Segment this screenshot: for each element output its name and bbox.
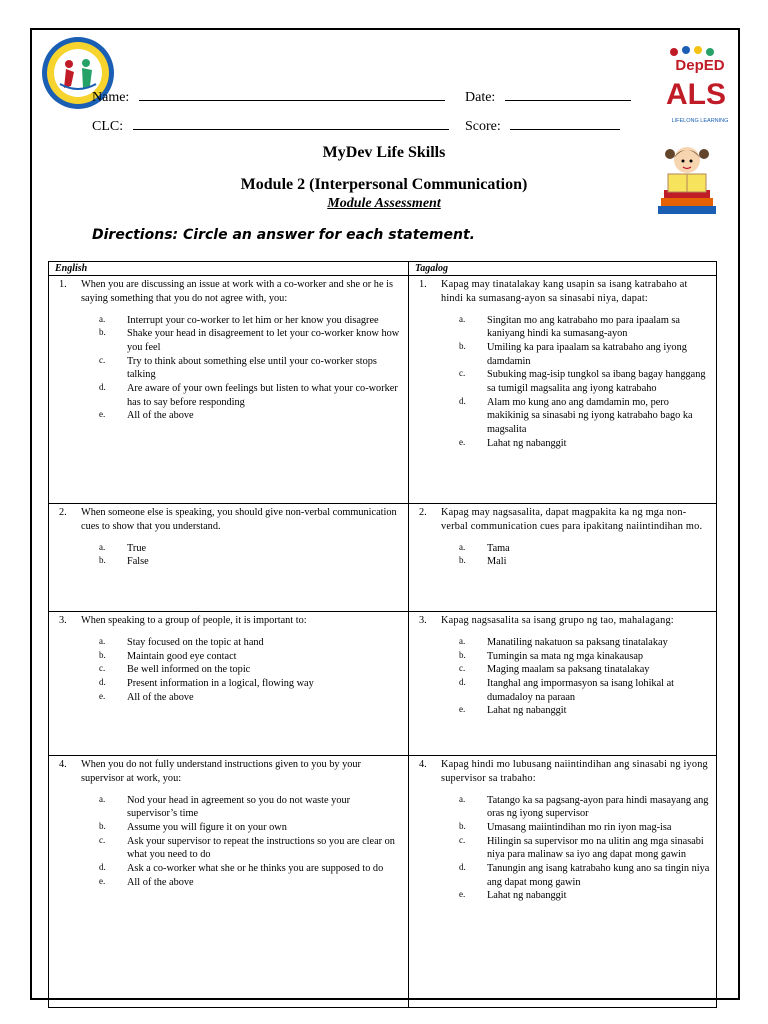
name-line[interactable]: [139, 88, 445, 101]
question-number: 4.: [59, 759, 67, 771]
option-letter: b.: [99, 555, 106, 566]
answer-option[interactable]: [53, 862, 402, 876]
option-text: Hilingin sa supervisor mo na ulitin ang mga sinasabi niya para malinaw sa iyo ang dapat mong gawin: [487, 835, 704, 861]
question-row: [49, 756, 717, 1008]
question-number: 4.: [419, 759, 427, 771]
answer-options: [413, 794, 710, 904]
name-field[interactable]: [92, 88, 445, 106]
option-letter: e.: [99, 875, 106, 886]
question-text: When speaking to a group of people, it is important to:: [81, 615, 307, 627]
answer-options: [413, 542, 710, 569]
option-text: Umiling ka para ipaalam sa katrabaho ang iyong damdamin: [487, 342, 687, 367]
question-text: Kapag nagsasalita sa isang grupo ng tao, mahalagang:: [441, 615, 674, 627]
date-label: Date:: [465, 90, 496, 105]
clc-label: CLC:: [92, 119, 124, 134]
answer-options: [53, 542, 402, 569]
english-question-cell: [49, 504, 409, 612]
english-question-cell: [49, 756, 409, 1008]
option-letter: b.: [99, 649, 106, 660]
option-text: Tanungin ang isang katrabaho kung ano sa tingin niya ang dapat mong gawin: [487, 863, 710, 888]
option-text: Interrupt your co-worker to let him or her know you disagree: [127, 314, 379, 326]
option-letter: a.: [99, 635, 106, 646]
option-letter: d.: [99, 862, 106, 873]
option-letter: b.: [459, 555, 466, 566]
answer-options: [53, 794, 402, 890]
answer-option[interactable]: [53, 314, 402, 328]
answer-option[interactable]: [413, 835, 710, 862]
option-text: Be well informed on the topic: [127, 664, 251, 676]
option-text: Maging maalam sa paksang tinatalakay: [487, 664, 650, 676]
question-number: 1.: [419, 279, 427, 291]
question-stem: [413, 614, 710, 628]
als-text: ALS: [666, 78, 726, 111]
option-letter: c.: [459, 834, 466, 845]
tagalog-question-cell: [409, 612, 717, 756]
answer-option[interactable]: [413, 650, 710, 664]
option-letter: d.: [459, 395, 466, 406]
question-number: 2.: [419, 507, 427, 519]
option-text: False: [127, 556, 149, 568]
option-letter: c.: [99, 663, 106, 674]
tagalog-question-cell: [409, 504, 717, 612]
option-letter: b.: [459, 341, 466, 352]
answer-options: [53, 314, 402, 424]
answer-option[interactable]: [53, 691, 402, 705]
option-text: Umasang maiintindihan mo rin iyon mag-isa: [487, 822, 672, 834]
option-letter: b.: [459, 649, 466, 660]
option-letter: c.: [99, 834, 106, 845]
option-letter: d.: [99, 382, 106, 393]
question-number: 1.: [59, 279, 67, 291]
option-letter: a.: [459, 793, 466, 804]
option-letter: e.: [99, 409, 106, 420]
option-letter: c.: [99, 354, 106, 365]
answer-option[interactable]: [413, 368, 710, 395]
answer-option[interactable]: [413, 862, 710, 889]
option-letter: a.: [459, 635, 466, 646]
option-text: True: [127, 542, 147, 554]
option-letter: d.: [99, 677, 106, 688]
option-letter: a.: [99, 793, 106, 804]
score-line[interactable]: [510, 117, 620, 130]
question-stem: [53, 614, 402, 628]
column-header-english: English: [49, 262, 409, 276]
option-letter: c.: [459, 368, 466, 379]
option-text: Tatango ka sa pagsang-ayon para hindi masayang ang oras ng iyong supervisor: [487, 794, 709, 820]
answer-option[interactable]: [53, 876, 402, 890]
question-stem: [413, 278, 710, 305]
answer-option[interactable]: [413, 636, 710, 650]
option-letter: d.: [459, 677, 466, 688]
option-text: Mali: [487, 556, 507, 568]
option-text: Nod your head in agreement so you do not waste your supervisor’s time: [127, 794, 351, 820]
directions-text: Directions: Circle an answer for each statement.: [92, 227, 475, 243]
answer-option[interactable]: [413, 396, 710, 437]
question-text: Kapag may nagsasalita, dapat magpakita ka ng mga non-verbal communication cues para ipakitang naiintindihan mo.: [441, 507, 703, 532]
question-stem: [413, 758, 710, 785]
question-row: [49, 504, 717, 612]
option-letter: b.: [99, 821, 106, 832]
option-text: Are aware of your own feelings but listen to what your co-worker has to say before responding: [127, 383, 398, 408]
answer-option[interactable]: [53, 636, 402, 650]
answer-option[interactable]: [53, 663, 402, 677]
assessment-title: Module Assessment: [327, 196, 441, 211]
option-letter: a.: [99, 313, 106, 324]
option-letter: c.: [459, 663, 466, 674]
option-text: Alam mo kung ano ang damdamin mo, pero makikinig sa sinasabi ng iyong katrabaho bago ka magsalita: [487, 396, 693, 436]
answer-options: [413, 314, 710, 451]
tagalog-question-cell: [409, 756, 717, 1008]
answer-option[interactable]: [53, 677, 402, 691]
question-row: [49, 276, 717, 504]
option-letter: a.: [459, 541, 466, 552]
answer-option[interactable]: [53, 794, 402, 821]
column-header-tagalog: Tagalog: [409, 262, 717, 276]
option-letter: a.: [459, 313, 466, 324]
answer-option[interactable]: [53, 555, 402, 569]
option-letter: b.: [99, 327, 106, 338]
question-stem: [53, 758, 402, 785]
answer-option[interactable]: [413, 794, 710, 821]
question-number: 3.: [59, 615, 67, 627]
question-text: When someone else is speaking, you should give non-verbal communication cues to show that you understand.: [81, 507, 397, 532]
clc-line[interactable]: [133, 117, 449, 130]
question-stem: [413, 506, 710, 533]
module-title: Module 2 (Interpersonal Communication): [240, 176, 528, 193]
option-letter: e.: [99, 690, 106, 701]
option-text: All of the above: [127, 876, 194, 888]
option-text: Shake your head in disagreement to let your co-worker know how you feel: [127, 328, 400, 354]
question-text: When you do not fully understand instructions given to you by your supervisor at work, you:: [81, 759, 361, 784]
option-text: Ask your supervisor to repeat the instructions so you are clear on what you need to do: [127, 835, 395, 861]
answer-option[interactable]: [53, 835, 402, 862]
english-question-cell: [49, 276, 409, 504]
question-text: Kapag may tinatalakay kang usapin sa isang katrabaho at hindi ka sumasang-ayon sa sinasabi niya, dapat:: [441, 279, 688, 304]
course-title: MyDev Life Skills: [322, 144, 446, 161]
answer-options: [413, 636, 710, 718]
option-letter: e.: [459, 704, 466, 715]
answer-option[interactable]: [53, 542, 402, 556]
name-label: Name:: [92, 90, 130, 105]
option-text: Lahat ng nabanggit: [487, 890, 567, 902]
deped-als-logo: [660, 42, 740, 132]
question-stem: [53, 278, 402, 305]
option-text: Ask a co-worker what she or he thinks you are supposed to do: [127, 863, 384, 875]
option-text: Try to think about something else until your co-worker stops talking: [127, 355, 377, 381]
answer-option[interactable]: [53, 409, 402, 423]
option-letter: e.: [459, 436, 466, 447]
als-caption: LIFELONG LEARNING: [671, 118, 729, 124]
answer-option[interactable]: [413, 704, 710, 718]
option-text: Manatiling nakatuon sa paksang tinatalakay: [487, 636, 668, 648]
answer-option[interactable]: [413, 677, 710, 704]
option-letter: e.: [459, 889, 466, 900]
answer-option[interactable]: [53, 382, 402, 409]
option-text: All of the above: [127, 691, 194, 703]
score-label: Score:: [465, 119, 501, 134]
option-text: Subuking mag-isip tungkol sa ibang bagay hanggang sa tumigil magsalita ang iyong katrabaho: [487, 369, 706, 395]
question-number: 3.: [419, 615, 427, 627]
assessment-table: [48, 261, 717, 1008]
option-text: All of the above: [127, 410, 194, 422]
answer-option[interactable]: [53, 327, 402, 354]
option-text: Itanghal ang impormasyon sa isang lohikal at dumadaloy na paraan: [487, 678, 675, 703]
question-row: [49, 612, 717, 756]
option-text: Singitan mo ang katrabaho mo para ipaalam sa kaniyang hindi ka sumasang-ayon: [487, 314, 681, 340]
answer-option[interactable]: [413, 821, 710, 835]
score-field[interactable]: [465, 117, 620, 135]
option-text: Tumingin sa mata ng mga kinakausap: [487, 650, 644, 662]
option-text: Tama: [487, 542, 510, 554]
answer-option[interactable]: [53, 650, 402, 664]
option-text: Maintain good eye contact: [127, 650, 237, 662]
answer-option[interactable]: [413, 555, 710, 569]
option-letter: a.: [99, 541, 106, 552]
deped-text: DepED: [675, 57, 725, 74]
answer-option[interactable]: [413, 542, 710, 556]
option-letter: d.: [459, 862, 466, 873]
date-line[interactable]: [505, 88, 631, 101]
answer-option[interactable]: [413, 663, 710, 677]
question-text: When you are discussing an issue at work with a co-worker and she or he is saying something that you do not agree with, you:: [81, 279, 393, 304]
date-field[interactable]: [465, 88, 631, 106]
answer-options: [53, 636, 402, 704]
question-number: 2.: [59, 507, 67, 519]
answer-option[interactable]: [413, 341, 710, 368]
english-question-cell: [49, 612, 409, 756]
clc-field[interactable]: [92, 117, 449, 135]
question-stem: [53, 506, 402, 533]
option-text: Assume you will figure it on your own: [127, 822, 287, 834]
answer-option[interactable]: [413, 314, 710, 341]
question-text: Kapag hindi mo lubusang naiintindihan ang sinasabi ng iyong supervisor sa trabaho:: [441, 759, 708, 784]
option-letter: b.: [459, 821, 466, 832]
answer-option[interactable]: [53, 821, 402, 835]
option-text: Stay focused on the topic at hand: [127, 636, 264, 648]
option-text: Lahat ng nabanggit: [487, 437, 567, 449]
answer-option[interactable]: [413, 437, 710, 451]
option-text: Present information in a logical, flowing way: [127, 678, 314, 690]
answer-option[interactable]: [413, 889, 710, 903]
answer-option[interactable]: [53, 355, 402, 382]
option-text: Lahat ng nabanggit: [487, 705, 567, 717]
tagalog-question-cell: [409, 276, 717, 504]
